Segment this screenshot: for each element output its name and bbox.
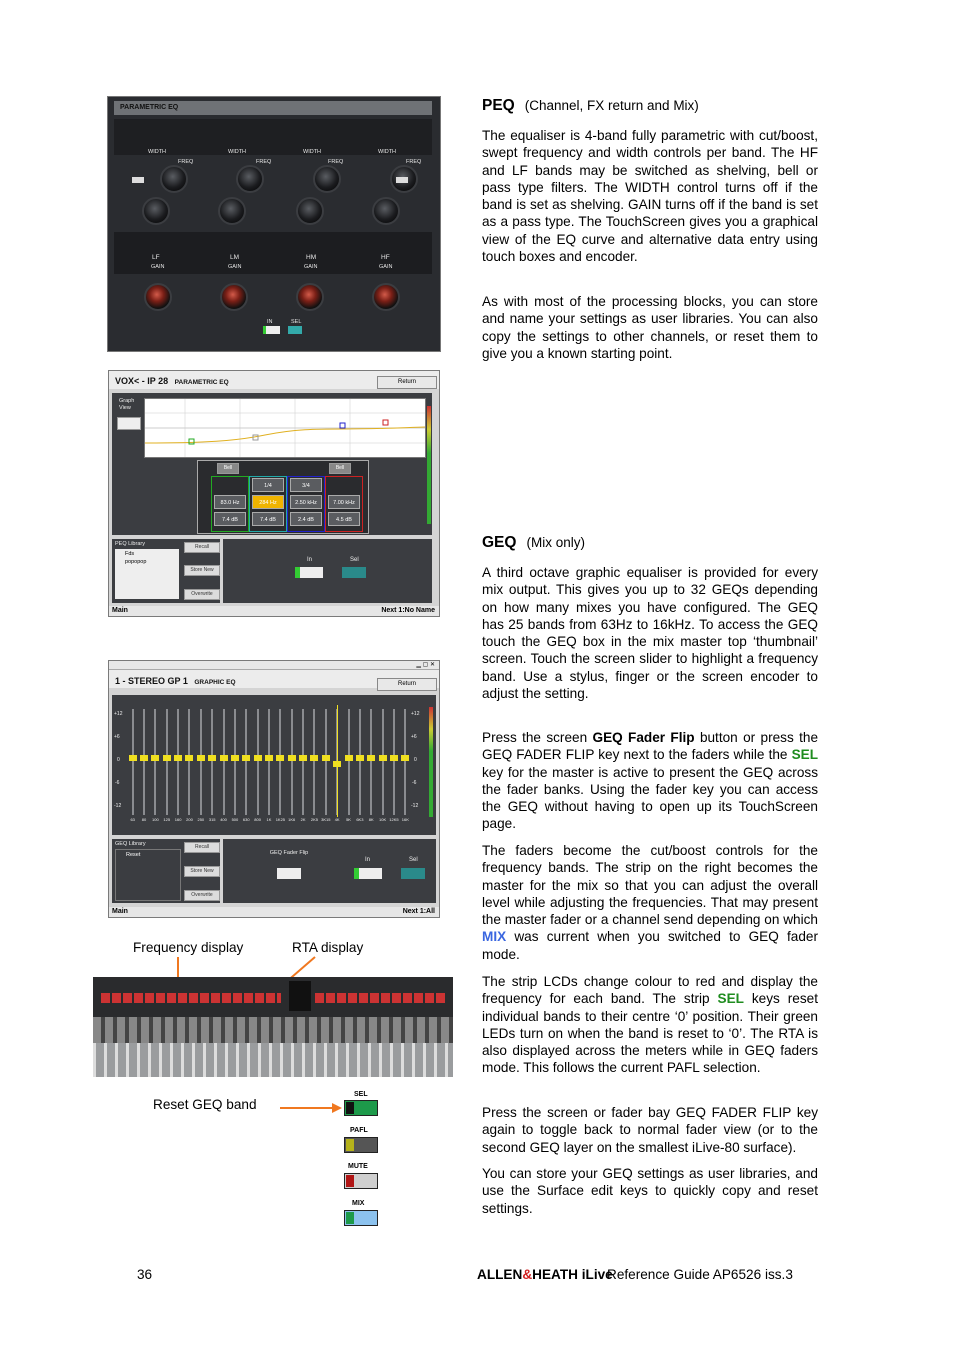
- in-label: In: [365, 857, 371, 863]
- sel-button[interactable]: [342, 567, 366, 578]
- geq-band-labels: [127, 817, 411, 825]
- hw-freq-label: FREQ: [256, 159, 272, 165]
- hw-gain-knob[interactable]: [144, 283, 172, 311]
- peq-heading: PEQ (Channel, FX return and Mix): [482, 97, 699, 114]
- mix-key[interactable]: [344, 1210, 378, 1226]
- hw-in-label: IN: [267, 319, 273, 325]
- reset-geq-caption: Reset GEQ band: [153, 1097, 257, 1112]
- level-meter: [429, 707, 433, 817]
- geq-band-label: 250: [197, 817, 205, 822]
- geq-screen-footer: [109, 907, 439, 917]
- geq-band-label: 100: [152, 817, 159, 822]
- red-lcd-frequency-displays: [101, 993, 281, 1003]
- geq-fader-cap[interactable]: [254, 755, 262, 761]
- hw-width-knob[interactable]: [296, 197, 324, 225]
- hw-width-label: WIDTH: [303, 149, 322, 155]
- footer-next[interactable]: Next 1:No Name: [381, 607, 435, 614]
- scale-label: +12: [411, 711, 420, 717]
- geq-fader-cap[interactable]: [129, 755, 137, 761]
- guide-title: Reference Guide AP6526 iss.3: [607, 1267, 793, 1282]
- peq-in-sel-panel: [223, 539, 432, 603]
- geq-fader-cap[interactable]: [401, 755, 409, 761]
- console-keys: [93, 1017, 453, 1043]
- geq-band-label: 2K: [300, 817, 306, 822]
- geq-band-label: 3K15: [321, 817, 331, 822]
- mute-key[interactable]: [344, 1173, 378, 1189]
- geq-band-label: 12K5: [389, 817, 399, 822]
- hw-freq-knob[interactable]: [236, 165, 264, 193]
- eq-curve-graph[interactable]: [144, 398, 426, 458]
- window-titlebar: [109, 661, 439, 670]
- product-name: iLive: [581, 1267, 613, 1282]
- geq-fader-cap[interactable]: [163, 755, 171, 761]
- pafl-key[interactable]: [344, 1137, 378, 1153]
- geq-fader-2K5[interactable]: [313, 709, 315, 815]
- scale-label: -12: [114, 803, 122, 809]
- hw-filter-type-button[interactable]: [132, 177, 144, 183]
- scale-label: -6: [412, 780, 417, 786]
- geq-fader-cap[interactable]: [322, 755, 330, 761]
- red-lcd-frequency-displays: [315, 993, 445, 1003]
- pafl-led: [346, 1139, 354, 1151]
- geq-band-label: 125: [163, 817, 171, 822]
- geq-band-label: 5K: [346, 817, 351, 822]
- geq-paragraph-5: Press the screen or fader bay GEQ FADER FLIP key again to toggle back to normal fader view (or to the second GEQ layer on the smallest iLive-80 surface).: [482, 1105, 818, 1155]
- geq-fader-160[interactable]: [177, 709, 179, 815]
- geq-fader-250[interactable]: [200, 709, 202, 815]
- sel-button[interactable]: [401, 868, 425, 879]
- geq-fader-1K25[interactable]: [279, 709, 281, 815]
- footer-next[interactable]: Next 1:All: [402, 908, 435, 915]
- geq-fader-125[interactable]: [166, 709, 168, 815]
- hw-gain-label: GAIN: [379, 264, 393, 270]
- hw-in-button[interactable]: [263, 326, 280, 334]
- arrow-head: [332, 1103, 342, 1113]
- peq-subheading: (Channel, FX return and Mix): [524, 98, 699, 113]
- fader-flip-label: GEQ Fader Flip: [269, 850, 309, 856]
- level-meter: [427, 406, 431, 524]
- sel-key-label: SEL: [354, 1091, 368, 1098]
- hw-gain-knob[interactable]: [372, 283, 400, 311]
- geq-touchscreen-image: [108, 660, 440, 918]
- scale-label: -6: [115, 780, 120, 786]
- geq-band-label: 6K3: [356, 817, 364, 822]
- geq-fader-8K[interactable]: [370, 709, 372, 815]
- pafl-key-label: PAFL: [350, 1127, 368, 1134]
- geq-fader-cap[interactable]: [265, 755, 273, 761]
- geq-paragraph-3: The faders become the cut/boost controls for the frequency bands. The strip on the right becomes the master for the mix so that you can adjust the overall level while adjusting the frequencies. That may present the master fader or a channel send depending on which MIX was current when you switched to GEQ fader mode.: [482, 843, 818, 962]
- geq-fader-6K3[interactable]: [359, 709, 361, 815]
- geq-fader-cap[interactable]: [310, 755, 318, 761]
- lm-freq-box[interactable]: 284 Hz: [252, 495, 284, 509]
- geq-fader-cap[interactable]: [345, 755, 353, 761]
- lm-width-box[interactable]: 1/4: [252, 478, 284, 492]
- geq-fader-cap[interactable]: [276, 755, 284, 761]
- hf-gain-box[interactable]: 4.5 dB: [328, 512, 360, 526]
- geq-fader-cap[interactable]: [379, 755, 387, 761]
- sel-label: Sel: [350, 557, 359, 563]
- mute-key-label: MUTE: [348, 1163, 368, 1170]
- peq-screen-title: VOX< - IP 28 PARAMETRIC EQ: [115, 376, 229, 386]
- return-button[interactable]: Return: [377, 678, 437, 691]
- geq-fader-1K[interactable]: [268, 709, 270, 815]
- geq-band-label: 200: [186, 817, 193, 822]
- geq-fader-630[interactable]: [245, 709, 247, 815]
- geq-fader-63[interactable]: [132, 709, 134, 815]
- scale-label: +12: [114, 711, 123, 717]
- geq-band-label: 315: [208, 817, 216, 822]
- hw-gain-knob[interactable]: [296, 283, 324, 311]
- lf-type-button[interactable]: Bell: [217, 463, 239, 474]
- hf-freq-box[interactable]: 7.00 kHz: [328, 495, 360, 509]
- graph-view-button[interactable]: [117, 417, 141, 430]
- geq-library-list[interactable]: [115, 849, 181, 901]
- brand-logo: ALLEN&HEATH iLive: [477, 1267, 613, 1282]
- lf-gain-box[interactable]: 7.4 dB: [214, 512, 246, 526]
- hw-width-knob[interactable]: [142, 197, 170, 225]
- mix-key-label: MIX: [352, 1200, 365, 1207]
- geq-fader-12K5[interactable]: [393, 709, 395, 815]
- lf-freq-box[interactable]: 83.0 Hz: [214, 495, 246, 509]
- selected-band-highlight: [337, 705, 338, 817]
- hw-width-label: WIDTH: [378, 149, 397, 155]
- hw-sel-button[interactable]: [288, 326, 302, 334]
- peq-touchscreen-image: [108, 370, 440, 617]
- geq-band-label: 10K: [379, 817, 387, 822]
- geq-fader-cap[interactable]: [356, 755, 364, 761]
- geq-fader-3K15[interactable]: [325, 709, 327, 815]
- hw-width-label: WIDTH: [228, 149, 247, 155]
- geq-fader-1K6[interactable]: [291, 709, 293, 815]
- window-controls-icon[interactable]: ▁ ▢ ✕: [416, 662, 435, 668]
- geq-subheading: (Mix only): [526, 535, 585, 550]
- geq-fader-315[interactable]: [211, 709, 213, 815]
- scale-label: +6: [114, 734, 120, 740]
- geq-fader-cap[interactable]: [242, 755, 250, 761]
- geq-fader-800[interactable]: [257, 709, 259, 815]
- hw-gain-label: GAIN: [304, 264, 318, 270]
- hw-freq-label: FREQ: [178, 159, 194, 165]
- hw-freq-knob[interactable]: [160, 165, 188, 193]
- geq-fader-200[interactable]: [188, 709, 190, 815]
- hw-width-knob[interactable]: [218, 197, 246, 225]
- hm-width-box[interactable]: 3/4: [290, 478, 322, 492]
- geq-screen-title: 1 - STEREO GP 1 GRAPHIC EQ: [115, 676, 236, 686]
- geq-band-label: 4K: [334, 817, 340, 822]
- overwrite-button[interactable]: Overwrite: [184, 890, 220, 901]
- geq-band-label: 630: [242, 817, 250, 822]
- library-item[interactable]: Fds: [125, 551, 135, 557]
- scale-label: -12: [411, 803, 419, 809]
- in-button[interactable]: [354, 868, 382, 879]
- geq-band-label: 500: [231, 817, 239, 822]
- scale-label: +6: [411, 734, 417, 740]
- in-label: In: [307, 557, 313, 563]
- lm-gain-box[interactable]: 7.4 dB: [252, 512, 284, 526]
- geq-paragraph-1: A third octave graphic equaliser is provided for every mix output. This gives you up to 32 GEQs depending on how many mixes you have configured. The GEQ has 25 bands from 63Hz to 16kHz. To access the GEQ touch the GEQ box in the mix master top ‘thumbnail’ screen. Touch the screen slider to highlight a frequency band. Use a stylus, finger or the screen encoder to adjust the setting.: [482, 565, 818, 702]
- geq-fader-cap[interactable]: [390, 755, 398, 761]
- geq-fader-500[interactable]: [234, 709, 236, 815]
- page-number: 36: [137, 1267, 153, 1282]
- hw-freq-label: FREQ: [328, 159, 344, 165]
- recall-button[interactable]: Recall: [184, 542, 220, 553]
- in-button[interactable]: [295, 567, 323, 578]
- geq-library-title: GEQ Library: [115, 841, 146, 847]
- geq-band-label: 2K5: [310, 817, 318, 822]
- rta-display-caption: RTA display: [292, 940, 364, 955]
- hw-filter-type-button[interactable]: [396, 177, 408, 183]
- hw-width-label: WIDTH: [148, 149, 167, 155]
- hw-freq-label: FREQ: [406, 159, 422, 165]
- geq-fader-16K[interactable]: [404, 709, 406, 815]
- rta-screen: [289, 981, 311, 1011]
- geq-band-label: 63: [130, 817, 135, 822]
- geq-fader-cap[interactable]: [208, 755, 216, 761]
- geq-band-label: 1K6: [288, 817, 296, 822]
- geq-fader-100[interactable]: [154, 709, 156, 815]
- hardware-peq-panel-image: [107, 96, 441, 352]
- library-item[interactable]: popopop: [125, 559, 147, 565]
- hw-band-lf: LF: [152, 254, 160, 261]
- geq-fader-cap[interactable]: [174, 755, 182, 761]
- hw-gain-knob[interactable]: [220, 283, 248, 311]
- peq-screen-footer: [109, 606, 439, 616]
- geq-fader-cap[interactable]: [185, 755, 193, 761]
- sel-label: Sel: [409, 857, 418, 863]
- geq-band-label: 16K: [401, 817, 409, 822]
- geq-fader-cap[interactable]: [367, 755, 375, 761]
- geq-paragraph-2: Press the screen GEQ Fader Flip button or press the GEQ FADER FLIP key next to the faders while the SEL key for the master is active to present the GEQ across the fader banks. Using the fader key you can access the GEQ without having to open up its TouchScreen page.: [482, 730, 818, 832]
- recall-button[interactable]: Recall: [184, 842, 220, 853]
- hw-width-knob[interactable]: [372, 197, 400, 225]
- geq-fader-cap[interactable]: [140, 755, 148, 761]
- hw-gain-label: GAIN: [151, 264, 165, 270]
- geq-fader-area: [127, 709, 411, 815]
- console-faders: [93, 1043, 453, 1077]
- geq-band-label: 1K25: [275, 817, 286, 822]
- graph-view-label: Graph View: [119, 398, 135, 411]
- geq-fader-cap[interactable]: [231, 755, 239, 761]
- geq-fader-5K[interactable]: [348, 709, 350, 815]
- store-new-button[interactable]: Store New: [184, 565, 220, 576]
- hm-gain-box[interactable]: 2.4 dB: [290, 512, 322, 526]
- eq-curve-svg: [145, 399, 425, 457]
- sel-led: [346, 1102, 354, 1114]
- peq-library-title: PEQ Library: [115, 541, 145, 547]
- hw-sel-label: SEL: [291, 319, 302, 325]
- mix-led: [346, 1212, 354, 1224]
- hf-type-button[interactable]: Bell: [329, 463, 351, 474]
- peq-paragraph-2: As with most of the processing blocks, you can store and name your settings as user libraries. You can also copy the settings to other channels, or reset them to give you a known starting point.: [482, 294, 818, 361]
- geq-fader-80[interactable]: [143, 709, 145, 815]
- footer-main[interactable]: Main: [112, 607, 128, 614]
- footer-main[interactable]: Main: [112, 908, 128, 915]
- store-new-button[interactable]: Store New: [184, 866, 220, 877]
- scale-label: 0: [117, 757, 120, 763]
- fader-flip-button[interactable]: [277, 868, 301, 879]
- sel-key[interactable]: [344, 1100, 378, 1116]
- geq-band-label: 160: [174, 817, 182, 822]
- frequency-display-caption: Frequency display: [133, 940, 244, 955]
- geq-band-label: 800: [254, 817, 261, 822]
- geq-paragraph-6: You can store your GEQ settings as user libraries, and use the Surface edit keys to quickly copy and reset settings.: [482, 1166, 818, 1216]
- reset-arrow: [278, 1100, 344, 1116]
- scale-label: 0: [414, 757, 417, 763]
- geq-band-label: 400: [220, 817, 227, 822]
- geq-fader-cap[interactable]: [197, 755, 205, 761]
- hm-freq-box[interactable]: 2.50 kHz: [290, 495, 322, 509]
- geq-heading: GEQ (Mix only): [482, 534, 585, 551]
- return-button[interactable]: Return: [377, 376, 437, 389]
- geq-fader-cap[interactable]: [220, 755, 228, 761]
- geq-fader-cap[interactable]: [288, 755, 296, 761]
- peq-library-list[interactable]: [115, 549, 179, 599]
- hw-gain-label: GAIN: [228, 264, 242, 270]
- geq-paragraph-4: The strip LCDs change colour to red and display the frequency for each band. The strip SEL keys reset individual bands to their centre ‘0’ position. Their green LEDs turn on when the band is reset to ‘0’. The RTA is also displayed across the meters while in GEQ faders mode. This follows the current PAFL selection.: [482, 974, 818, 1076]
- geq-band-label: 8K: [368, 817, 374, 822]
- hw-band-hf: HF: [381, 254, 390, 261]
- hw-band-hm: HM: [306, 254, 317, 261]
- geq-fader-2K[interactable]: [302, 709, 304, 815]
- geq-fader-cap[interactable]: [151, 755, 159, 761]
- hw-freq-knob[interactable]: [313, 165, 341, 193]
- geq-fader-400[interactable]: [223, 709, 225, 815]
- geq-fader-cap[interactable]: [299, 755, 307, 761]
- hw-band-lm: LM: [230, 254, 240, 261]
- geq-fader-10K[interactable]: [382, 709, 384, 815]
- peq-paragraph-1: The equaliser is 4-band fully parametric with cut/boost, swept frequency and width controls per band. The HF and LF bands may be switched as shelving, bell or pass type filters. The WIDTH control turns off if the band is set as shelving. GAIN turns off if the band is set as a pass type. The TouchScreen gives you a graphical view of the EQ curve and alternative data entry using touch boxes and encoder.: [482, 128, 818, 265]
- geq-band-label: 80: [141, 817, 147, 822]
- mute-led: [346, 1175, 354, 1187]
- overwrite-button[interactable]: Overwrite: [184, 589, 220, 600]
- hw-panel-title: PARAMETRIC EQ: [114, 101, 432, 115]
- console-surface-photo: [93, 977, 453, 1077]
- library-item[interactable]: Reset: [126, 852, 141, 858]
- geq-band-label: 1K: [266, 817, 272, 822]
